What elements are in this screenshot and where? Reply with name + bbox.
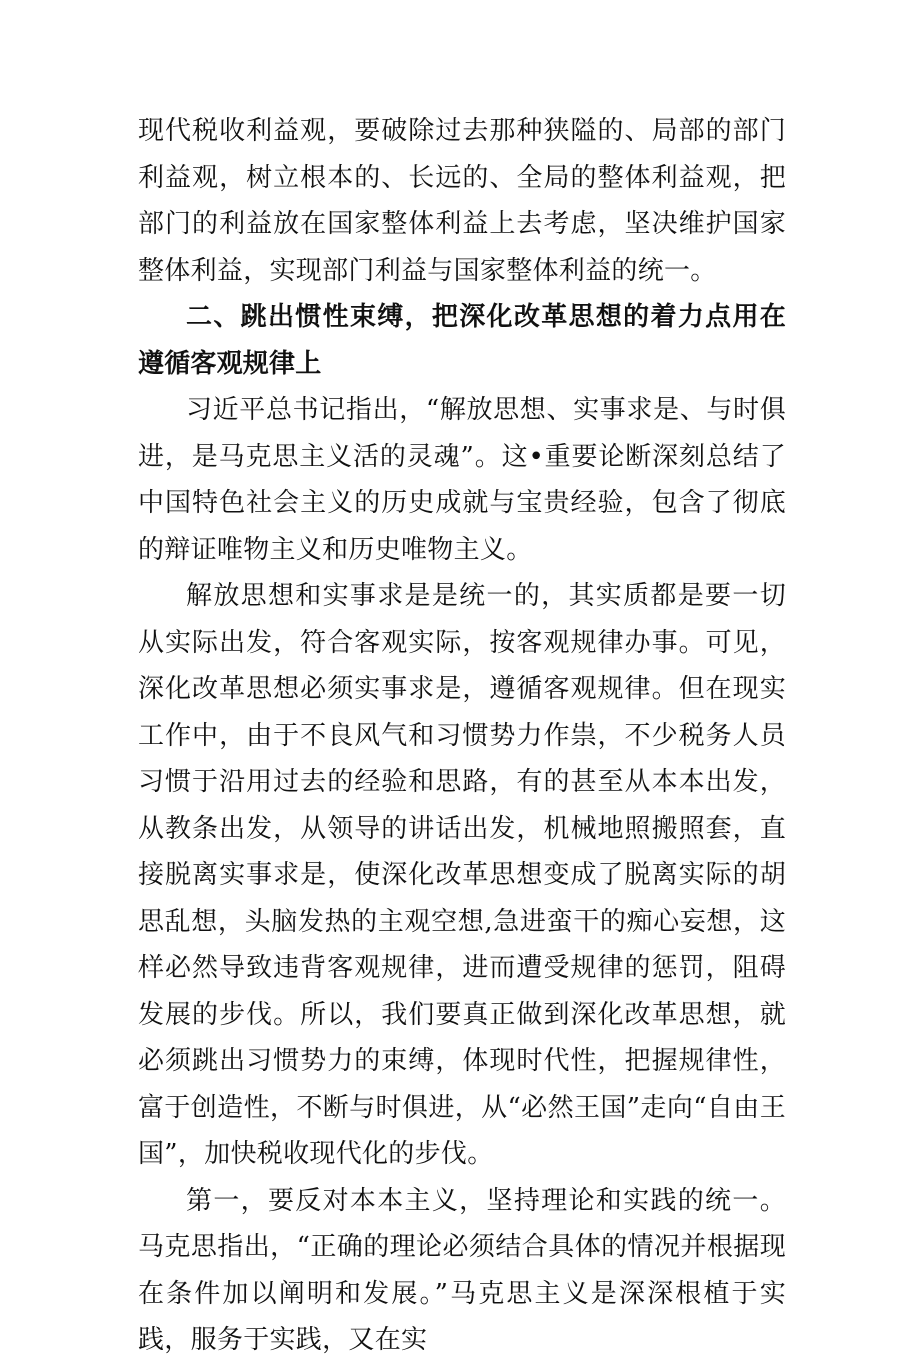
paragraph-first-point: 第一，要反对本本主义，坚持理论和实践的统一。马克思指出，“正确的理论必须结合具体的情况并根据现在条件加以阐明和发展。”马克思主义是深深根植于实践，服务于实践，又在实 xyxy=(138,1185,786,1355)
document-body xyxy=(138,108,786,1364)
section-heading-2: 二、跳出惯性束缚，把深化改革思想的着力点用在遵循客观规律上 xyxy=(138,302,786,379)
paragraph-emancipate-mind: 解放思想和实事求是是统一的，其实质都是要一切从实际出发，符合客观实际，按客观规律办事。可见，深化改革思想必须实事求是，遵循客观规律。但在现实工作中，由于不良风气和习惯势力作祟，不少税务人员习惯于沿用过去的经验和思路，有的甚至从本本出发，从教条出发，从领导的讲话出发，机械地照搬照套，直接脱离实事求是，使深化改革思想变成了脱离实际的胡思乱想，头脑发热的主观空想,急进蛮干的痴心妄想，这样必然导致违背客观规律，进而遭受规律的惩罚，阻碍发展的步伐。所以，我们要真正做到深化改革思想，就必须跳出习惯势力的束缚，体现时代性，把握规律性，富于创造性，不断与时俱进，从“必然王国”走向“自由王国”，加快税收现代化的步伐。 xyxy=(138,581,786,1169)
paragraph-xi-quote: 习近平总书记指出，“解放思想、实事求是、与时俱进，是马克思主义活的灵魂”。这•重要论断深刻总结了中国特色社会主义的历史成就与宝贵经验，包含了彻底的辩证唯物主义和历史唯物主义。 xyxy=(138,395,786,565)
paragraph-tax-interest-view: 现代税收利益观，要破除过去那种狭隘的、局部的部门利益观，树立根本的、长远的、全局的整体利益观，把部门的利益放在国家整体利益上去考虑，坚决维护国家整体利益，实现部门利益与国家整体利益的统一。 xyxy=(138,116,786,286)
